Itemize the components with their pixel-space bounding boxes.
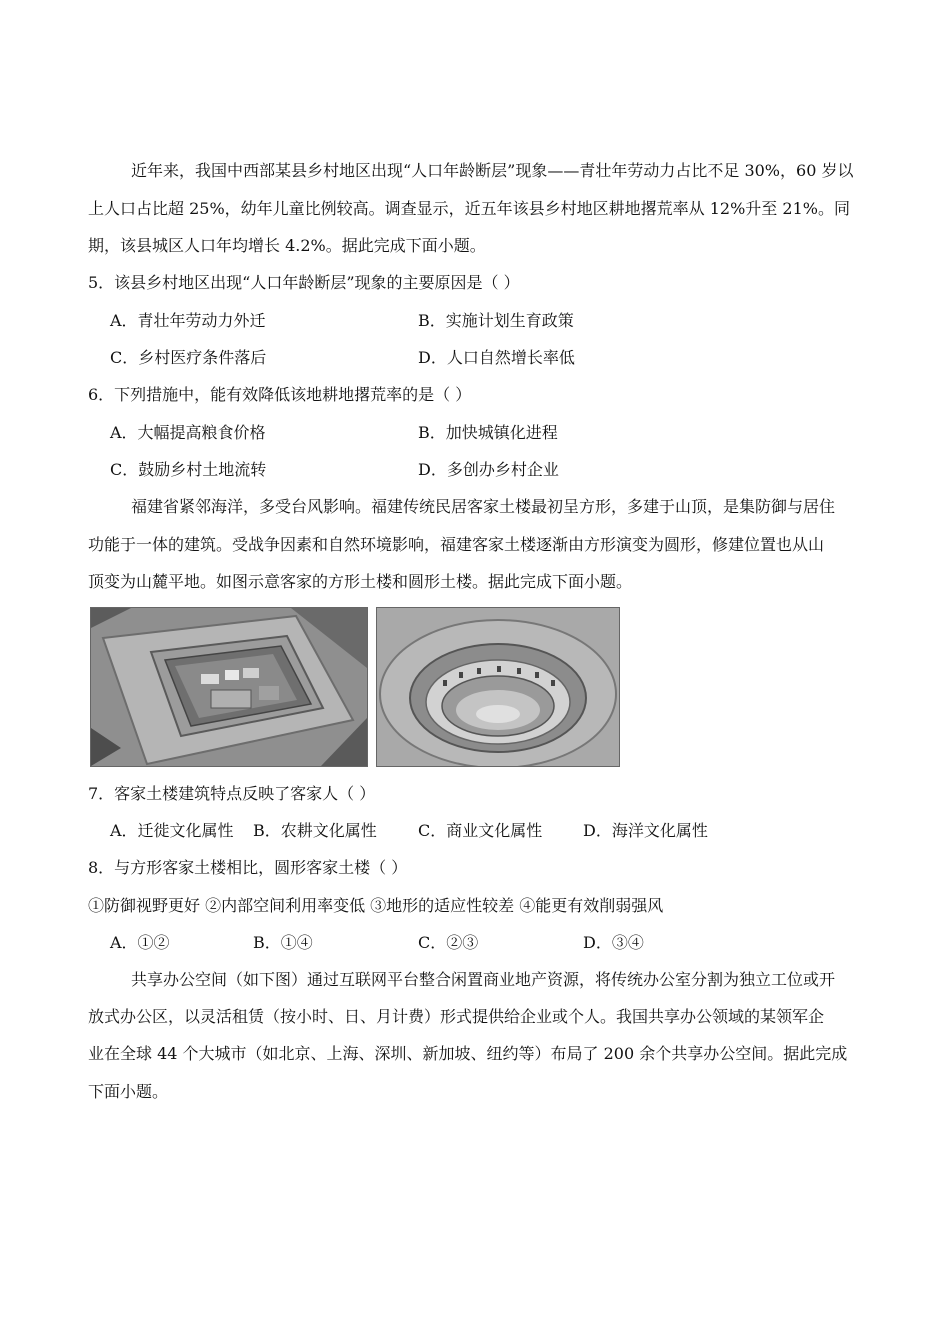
passage2-line-2: 功能于一体的建筑。受战争因素和自然环境影响，福建客家土楼逐渐由方形演变为圆形，修建位置也从山	[88, 535, 825, 554]
question-8-statements: ①防御视野更好 ②内部空间利用率变低 ③地形的适应性较差 ④能更有效削弱强风	[88, 896, 664, 915]
question-7-stem: 7．客家土楼建筑特点反映了客家人（ ）	[88, 784, 376, 803]
passage3-line-1: 共享办公空间（如下图）通过互联网平台整合闲置商业地产资源，将传统办公室分割为独立工位或开	[131, 970, 836, 989]
passage1-line-3: 期，该县城区人口年均增长 4.2%。据此完成下面小题。	[88, 236, 486, 255]
question-8-option-c: C．②③	[418, 933, 479, 952]
question-7-option-c: C．商业文化属性	[418, 821, 543, 840]
question-6-option-c: C．鼓励乡村土地流转	[110, 460, 267, 479]
question-8-stem: 8．与方形客家土楼相比，圆形客家土楼（ ）	[88, 858, 408, 877]
question-8-option-a: A．①②	[110, 933, 170, 952]
question-5-option-c: C．乡村医疗条件落后	[110, 348, 267, 367]
passage2-line-1: 福建省紧邻海洋，多受台风影响。福建传统民居客家土楼最初呈方形，多建于山顶，是集防御与居住	[131, 497, 836, 516]
round-tulou-photo	[376, 607, 620, 767]
question-7-option-a: A．迁徙文化属性	[110, 821, 234, 840]
question-6-option-d: D．多创办乡村企业	[418, 460, 559, 479]
question-6-stem: 6．下列措施中，能有效降低该地耕地撂荒率的是（ ）	[88, 385, 472, 404]
question-5-option-b: B．实施计划生育政策	[418, 311, 574, 330]
passage2-line-3: 顶变为山麓平地。如图示意客家的方形土楼和圆形土楼。据此完成下面小题。	[88, 572, 633, 591]
passage3-line-4: 下面小题。	[88, 1082, 169, 1101]
question-7-option-d: D．海洋文化属性	[583, 821, 708, 840]
square-tulou-photo	[90, 607, 368, 767]
question-6-option-a: A．大幅提高粮食价格	[110, 423, 266, 442]
question-7-option-b: B．农耕文化属性	[253, 821, 377, 840]
passage3-line-3: 业在全球 44 个大城市（如北京、上海、深圳、新加坡、纽约等）布局了 200 余个共享办公空间。据此完成	[88, 1044, 848, 1063]
passage3-line-2: 放式办公区，以灵活租赁（按小时、日、月计费）形式提供给企业或个人。我国共享办公领域的某领军企	[88, 1007, 825, 1026]
question-8-option-b: B．①④	[253, 933, 313, 952]
question-5-option-d: D．人口自然增长率低	[418, 348, 575, 367]
question-5-stem: 5．该县乡村地区出现“人口年龄断层”现象的主要原因是（ ）	[88, 273, 520, 292]
question-5-option-a: A．青壮年劳动力外迁	[110, 311, 266, 330]
round-tulou-illustration	[377, 608, 619, 766]
passage1-line-2: 上人口占比超 25%，幼年儿童比例较高。调查显示，近五年该县乡村地区耕地撂荒率从 12%升至 21%。同	[88, 199, 850, 218]
question-6-option-b: B．加快城镇化进程	[418, 423, 558, 442]
question-8-option-d: D．③④	[583, 933, 644, 952]
square-tulou-illustration	[91, 608, 367, 766]
passage1-line-1: 近年来，我国中西部某县乡村地区出现“人口年龄断层”现象——青壮年劳动力占比不足 30%，60 岁以	[131, 161, 854, 180]
